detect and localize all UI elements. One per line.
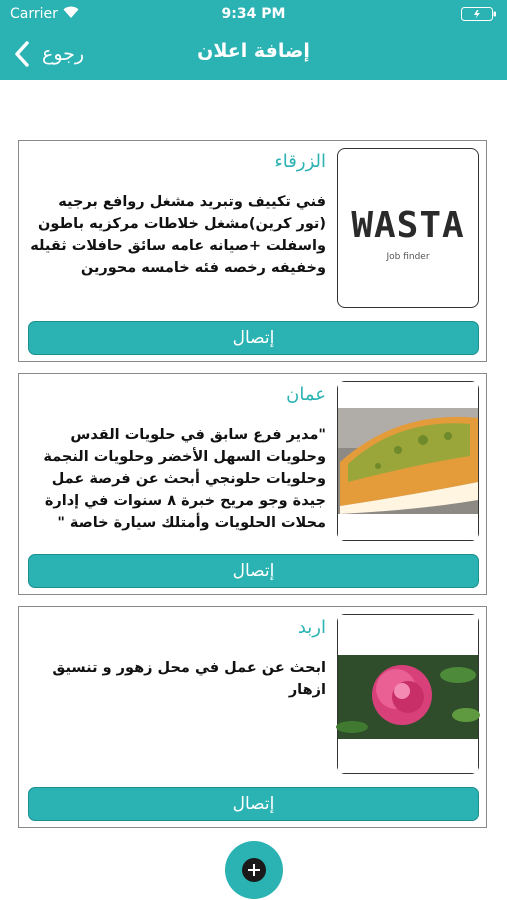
contact-button[interactable]: إتصال	[28, 554, 479, 588]
listing-card	[18, 140, 487, 362]
listing-city: عمان	[286, 384, 326, 405]
listing-description: فني تكييف وتبريد مشغل روافع برجيه (تور كرين)مشغل خلاطات مركزيه باطون واسفلت +صيانه عامه سائق حافلات ثقيله وخفيفه رخصه فئه خامسه محورين	[30, 194, 326, 276]
listing-city: اربد	[297, 617, 326, 638]
back-label: رجوع	[42, 43, 85, 65]
add-listing-button[interactable]	[225, 841, 283, 899]
plus-icon	[242, 858, 266, 882]
battery-icon	[461, 7, 497, 21]
logo-tagline: Job finder	[386, 252, 430, 262]
carrier-label: Carrier	[10, 6, 58, 22]
wasta-logo-image	[337, 148, 479, 308]
page-title: إضافة اعلان	[197, 40, 310, 62]
contact-button[interactable]: إتصال	[28, 321, 479, 355]
listing-description: ابحث عن عمل في محل زهور و تنسيق ازهار	[52, 660, 326, 698]
listing-card	[18, 373, 487, 595]
listing-city: الزرقاء	[274, 151, 326, 172]
listing-description: "مدير فرع سابق في حلويات القدس وحلويات السهل الأخضر وحلويات النجمة وحلويات حلونجي أبحث عن فرصة عمل جيدة وجو مريح خبرة ٨ سنوات في إدارة محلات الحلويات وأمتلك سيارة خاصة "	[43, 427, 326, 531]
listing-card	[18, 606, 487, 828]
navigation-bar	[0, 28, 507, 80]
rose-photo	[337, 614, 479, 774]
clock: 9:34 PM	[221, 6, 286, 22]
contact-button[interactable]: إتصال	[28, 787, 479, 821]
logo-brand: WASTA	[351, 205, 465, 246]
dessert-photo	[337, 381, 479, 541]
status-bar	[0, 0, 507, 28]
